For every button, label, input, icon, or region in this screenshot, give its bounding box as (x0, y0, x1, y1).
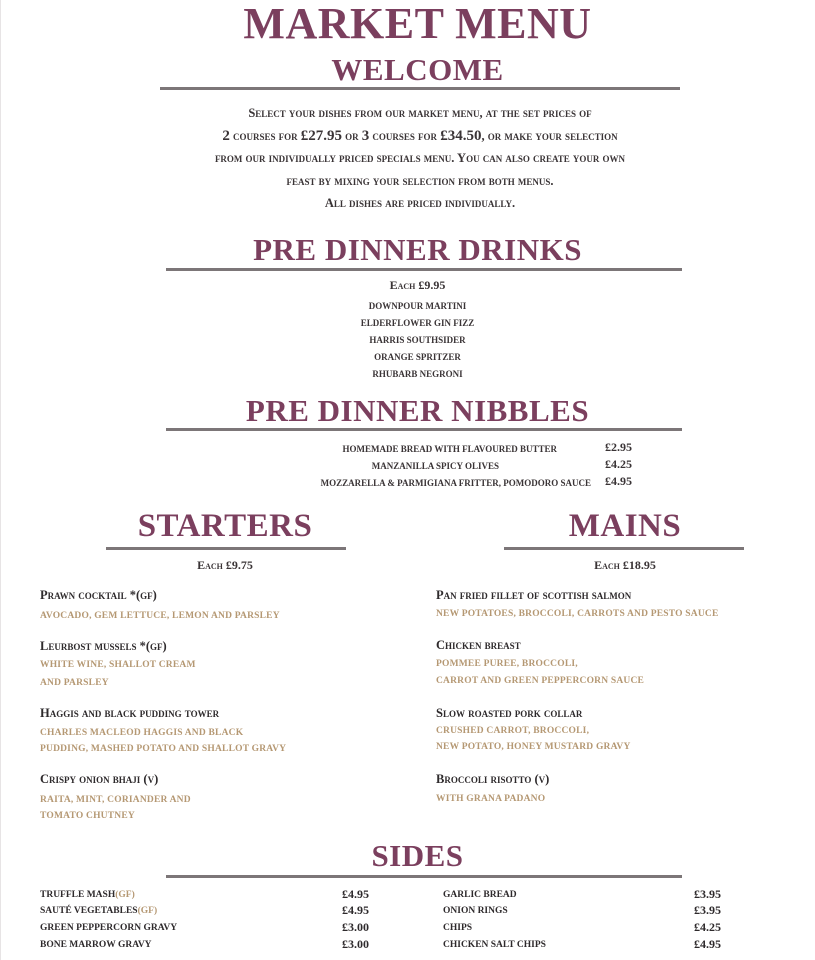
welcome-text (100, 102, 740, 215)
side-name: GARLIC BREAD (443, 890, 517, 900)
side-price: £3.95 (694, 887, 721, 901)
main-description: POMMEE PUREE, BROCCOLI, (436, 659, 578, 669)
starter-description: AVOCADO, GEM LETTUCE, LEMON AND PARSLEY (40, 611, 280, 621)
nibbles-rule (166, 428, 682, 431)
side-name: TRUFFLE MASH(GF) (40, 890, 135, 900)
drinks-rule (166, 268, 682, 271)
nibble-price: £4.95 (605, 474, 632, 488)
welcome-line-3: from our individually priced specials menu. You can also create your own (214, 151, 626, 165)
starters-heading: STARTERS (137, 508, 313, 544)
main-description: CARROT AND GREEN PEPPERCORN SAUCE (436, 676, 645, 686)
nibble-name: HOMEMADE BREAD WITH FLAVOURED BUTTER (342, 444, 557, 454)
side-price: £3.00 (342, 920, 369, 934)
main-description: NEW POTATO, HONEY MUSTARD GRAVY (436, 742, 631, 752)
drinks-heading: PRE DINNER DRINKS (253, 232, 582, 267)
side-name: GREEN PEPPERCORN GRAVY (40, 923, 178, 933)
starter-title: Haggis and black pudding tower (40, 706, 220, 720)
starter-description: PUDDING, MASHED POTATO AND SHALLOT GRAVY (40, 744, 287, 754)
nibble-name: MANZANILLA SPICY OLIVES (371, 461, 499, 471)
nibble-name: MOZZARELLA & PARMIGIANA FRITTER, POMODORO SAUCE (320, 478, 591, 488)
page-left-edge (0, 0, 1, 960)
starter-title: Crispy onion bhaji (v) (40, 772, 159, 786)
menu-title: MARKET MENU (243, 0, 592, 48)
sides-heading: SIDES (371, 838, 464, 873)
drink-item: DOWNPOUR MARTINI (368, 301, 467, 311)
drink-item: RHUBARB NEGRONI (372, 369, 463, 379)
side-name: BONE MARROW GRAVY (40, 940, 152, 950)
starter-description: WHITE WINE, SHALLOT CREAM (40, 660, 196, 670)
main-title: Chicken breast (436, 638, 521, 652)
side-name: CHIPS (443, 923, 473, 933)
side-price: £3.95 (694, 903, 721, 917)
starter-title: Prawn cocktail *(gf) (40, 588, 157, 602)
starter-description: TOMATO CHUTNEY (40, 811, 135, 821)
mains-rule (504, 547, 744, 550)
main-title: Broccoli risotto (v) (436, 772, 550, 786)
nibble-price: £2.95 (605, 440, 632, 454)
drink-item: ORANGE SPRITZER (374, 352, 461, 362)
side-name: CHICKEN SALT CHIPS (443, 940, 546, 950)
side-name: ONION RINGS (443, 906, 508, 916)
mains-heading: MAINS (568, 508, 682, 544)
drinks-each-price: Each £9.95 (389, 278, 446, 292)
starter-description: CHARLES MACLEOD HAGGIS AND BLACK (40, 728, 244, 738)
side-price: £3.00 (342, 937, 369, 951)
side-price: £4.25 (694, 920, 721, 934)
side-name: SAUTÉ VEGETABLES(GF) (40, 906, 158, 916)
drink-item: ELDERFLOWER GIN FIZZ (360, 318, 475, 328)
welcome-rule (160, 87, 680, 90)
starters-each-price: Each £9.75 (197, 558, 253, 572)
side-price: £4.95 (694, 937, 721, 951)
drinks-list (10, 298, 815, 383)
main-description: CRUSHED CARROT, BROCCOLI, (436, 726, 590, 736)
welcome-heading: WELCOME (331, 52, 504, 87)
main-description: WITH GRANA PADANO (436, 794, 546, 804)
nibble-price: £4.25 (605, 457, 632, 471)
main-title: Slow roasted pork collar (436, 706, 583, 720)
welcome-line-5: All dishes are priced individually. (324, 196, 516, 210)
welcome-line-4: feast by mixing your selection from both menus. (286, 173, 554, 188)
starters-rule (106, 547, 346, 550)
starter-description: AND PARSLEY (40, 678, 109, 688)
starter-title: Leurbost mussels *(gf) (40, 639, 167, 653)
main-title: Pan fried fillet of scottish salmon (436, 588, 632, 602)
sides-rule (166, 875, 682, 878)
nibbles-heading: PRE DINNER NIBBLES (245, 393, 590, 428)
starter-description: RAITA, MINT, CORIANDER AND (40, 795, 191, 805)
mains-each-price: Each £18.95 (594, 558, 656, 572)
drink-item: HARRIS SOUTHSIDER (369, 335, 466, 345)
side-price: £4.95 (342, 887, 369, 901)
welcome-line-1: Select your dishes from our market menu, at the set prices of (248, 106, 592, 120)
side-price: £4.95 (342, 903, 369, 917)
welcome-line-2: 2 courses for £27.95 or 3 courses for £34.50, or make your selection (222, 127, 618, 144)
main-description: NEW POTATOES, BROCCOLI, CARROTS AND PESTO SAUCE (436, 609, 719, 619)
